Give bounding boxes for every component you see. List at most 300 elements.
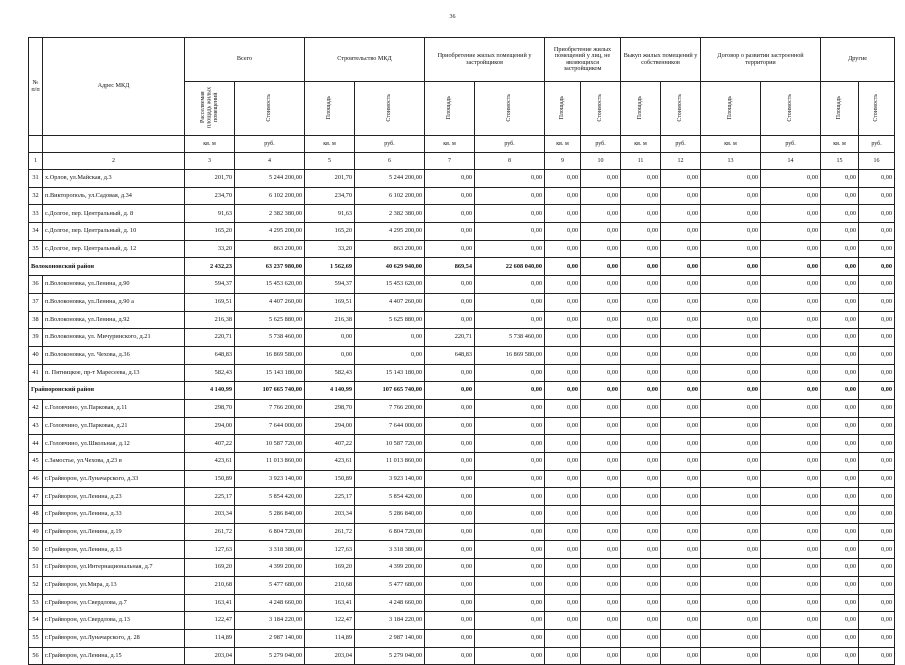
cost-cell: 0,00 bbox=[661, 453, 701, 471]
table-row bbox=[29, 559, 895, 577]
area-cell: 33,20 bbox=[305, 240, 355, 258]
area-cell: 0,00 bbox=[305, 346, 355, 364]
cost-cell: 0,00 bbox=[661, 364, 701, 382]
area-cell: 0,00 bbox=[701, 559, 761, 577]
area-cell: 0,00 bbox=[545, 382, 581, 400]
area-cell: 0,00 bbox=[425, 311, 475, 329]
area-cell: 0,00 bbox=[425, 629, 475, 647]
table-row bbox=[29, 629, 895, 647]
cost-cell: 5 477 680,00 bbox=[355, 576, 425, 594]
cost-cell: 0,00 bbox=[859, 258, 895, 276]
area-cell: 220,71 bbox=[185, 329, 235, 347]
area-cell: 0,00 bbox=[545, 187, 581, 205]
area-cell: 0,00 bbox=[701, 205, 761, 223]
cost-cell: 3 184 220,00 bbox=[355, 612, 425, 630]
area-cell: 0,00 bbox=[545, 594, 581, 612]
cost-cell: 0,00 bbox=[761, 594, 821, 612]
cost-cell: 0,00 bbox=[661, 417, 701, 435]
cost-cell: 5 286 840,00 bbox=[355, 506, 425, 524]
cost-cell: 63 237 980,00 bbox=[235, 258, 305, 276]
row-number: 51 bbox=[29, 559, 43, 577]
area-cell: 582,43 bbox=[305, 364, 355, 382]
address-cell: г.Грайворон, ул.Луначарского, д.33 bbox=[43, 470, 185, 488]
area-cell: 220,71 bbox=[425, 329, 475, 347]
cost-cell: 0,00 bbox=[761, 629, 821, 647]
address-cell: г.Грайворон, ул.Ленина, д.13 bbox=[43, 541, 185, 559]
cost-cell: 5 738 460,00 bbox=[475, 329, 545, 347]
unit-area: кв. м bbox=[701, 136, 761, 153]
area-cell: 0,00 bbox=[621, 399, 661, 417]
area-cell: 0,00 bbox=[621, 453, 661, 471]
area-cell: 0,00 bbox=[701, 647, 761, 665]
row-number: 39 bbox=[29, 329, 43, 347]
area-cell: 0,00 bbox=[821, 523, 859, 541]
table-row bbox=[29, 240, 895, 258]
row-number: 56 bbox=[29, 647, 43, 665]
area-cell: 0,00 bbox=[545, 364, 581, 382]
cost-cell: 0,00 bbox=[859, 311, 895, 329]
header-sub-area: Площадь bbox=[621, 82, 661, 136]
row-number: 32 bbox=[29, 187, 43, 205]
area-cell: 0,00 bbox=[621, 364, 661, 382]
cost-cell: 0,00 bbox=[761, 435, 821, 453]
area-cell: 0,00 bbox=[425, 612, 475, 630]
cost-cell: 0,00 bbox=[475, 612, 545, 630]
area-cell: 210,68 bbox=[305, 576, 355, 594]
area-cell: 869,54 bbox=[425, 258, 475, 276]
area-cell: 0,00 bbox=[821, 612, 859, 630]
cost-cell: 0,00 bbox=[475, 382, 545, 400]
area-cell: 0,00 bbox=[305, 329, 355, 347]
table-row bbox=[29, 276, 895, 294]
area-cell: 0,00 bbox=[821, 346, 859, 364]
area-cell: 0,00 bbox=[545, 523, 581, 541]
area-cell: 0,00 bbox=[701, 612, 761, 630]
area-cell: 0,00 bbox=[701, 435, 761, 453]
area-cell: 0,00 bbox=[701, 523, 761, 541]
unit-cost: руб. bbox=[355, 136, 425, 153]
area-cell: 0,00 bbox=[701, 488, 761, 506]
header-group-total: Всего bbox=[185, 38, 305, 82]
area-cell: 0,00 bbox=[821, 541, 859, 559]
address-cell: п.Волоконовка, ул.Ленина, д.90 bbox=[43, 276, 185, 294]
area-cell: 201,70 bbox=[305, 170, 355, 188]
area-cell: 294,00 bbox=[305, 417, 355, 435]
row-number: 54 bbox=[29, 612, 43, 630]
area-cell: 203,34 bbox=[305, 506, 355, 524]
table-row bbox=[29, 311, 895, 329]
cost-cell: 3 923 140,00 bbox=[355, 470, 425, 488]
unit-area: кв. м bbox=[185, 136, 235, 153]
area-cell: 0,00 bbox=[821, 399, 859, 417]
cost-cell: 0,00 bbox=[581, 506, 621, 524]
cost-cell: 0,00 bbox=[761, 240, 821, 258]
area-cell: 0,00 bbox=[701, 470, 761, 488]
area-cell: 2 432,23 bbox=[185, 258, 235, 276]
area-cell: 0,00 bbox=[425, 293, 475, 311]
area-cell: 0,00 bbox=[621, 559, 661, 577]
cost-cell: 0,00 bbox=[761, 541, 821, 559]
area-cell: 0,00 bbox=[621, 240, 661, 258]
cost-cell: 0,00 bbox=[581, 470, 621, 488]
area-cell: 0,00 bbox=[545, 223, 581, 241]
area-cell: 0,00 bbox=[425, 435, 475, 453]
cost-cell: 15 143 180,00 bbox=[355, 364, 425, 382]
cost-cell: 10 587 720,00 bbox=[235, 435, 305, 453]
cost-cell: 0,00 bbox=[661, 187, 701, 205]
table-row bbox=[29, 364, 895, 382]
area-cell: 0,00 bbox=[621, 629, 661, 647]
address-cell: г.Грайворон, ул.Ленина, д.15 bbox=[43, 647, 185, 665]
header-sub-area: Площадь bbox=[545, 82, 581, 136]
area-cell: 0,00 bbox=[621, 417, 661, 435]
area-cell: 216,38 bbox=[305, 311, 355, 329]
cost-cell: 0,00 bbox=[475, 311, 545, 329]
area-cell: 0,00 bbox=[425, 417, 475, 435]
cost-cell: 0,00 bbox=[661, 594, 701, 612]
row-number: 31 bbox=[29, 170, 43, 188]
cost-cell: 0,00 bbox=[475, 223, 545, 241]
area-cell: 0,00 bbox=[701, 276, 761, 294]
address-cell: п.Волоконовка, ул.Ленина, д.90 а bbox=[43, 293, 185, 311]
column-number: 5 bbox=[305, 153, 355, 170]
area-cell: 225,17 bbox=[185, 488, 235, 506]
cost-cell: 0,00 bbox=[761, 576, 821, 594]
cost-cell: 40 629 940,00 bbox=[355, 258, 425, 276]
area-cell: 0,00 bbox=[701, 293, 761, 311]
address-cell: г.Грайворон, ул.Ленина, д.19 bbox=[43, 523, 185, 541]
area-cell: 0,00 bbox=[425, 382, 475, 400]
area-cell: 0,00 bbox=[621, 329, 661, 347]
area-cell: 0,00 bbox=[545, 258, 581, 276]
cost-cell: 0,00 bbox=[581, 382, 621, 400]
area-cell: 0,00 bbox=[545, 435, 581, 453]
area-cell: 0,00 bbox=[701, 399, 761, 417]
cost-cell: 0,00 bbox=[761, 276, 821, 294]
area-cell: 0,00 bbox=[621, 187, 661, 205]
cost-cell: 0,00 bbox=[581, 170, 621, 188]
row-number: 36 bbox=[29, 276, 43, 294]
address-cell: г.Грайворон, ул.Ленина, д.23 bbox=[43, 488, 185, 506]
area-cell: 0,00 bbox=[425, 594, 475, 612]
area-cell: 0,00 bbox=[545, 488, 581, 506]
area-cell: 0,00 bbox=[701, 170, 761, 188]
district-subtotal-row bbox=[29, 382, 895, 400]
cost-cell: 0,00 bbox=[859, 541, 895, 559]
table-row bbox=[29, 647, 895, 665]
cost-cell: 0,00 bbox=[475, 470, 545, 488]
district-subtotal-row bbox=[29, 258, 895, 276]
area-cell: 0,00 bbox=[425, 240, 475, 258]
area-cell: 163,41 bbox=[305, 594, 355, 612]
area-cell: 0,00 bbox=[545, 170, 581, 188]
unit-area: кв. м bbox=[821, 136, 859, 153]
cost-cell: 10 587 720,00 bbox=[355, 435, 425, 453]
cost-cell: 107 665 740,00 bbox=[355, 382, 425, 400]
header-sub-cost: Стоимость bbox=[475, 82, 545, 136]
area-cell: 203,04 bbox=[185, 647, 235, 665]
cost-cell: 0,00 bbox=[859, 488, 895, 506]
area-cell: 0,00 bbox=[701, 629, 761, 647]
area-cell: 150,89 bbox=[305, 470, 355, 488]
cost-cell: 0,00 bbox=[475, 435, 545, 453]
area-cell: 423,61 bbox=[185, 453, 235, 471]
column-number: 16 bbox=[859, 153, 895, 170]
area-cell: 114,89 bbox=[305, 629, 355, 647]
unit-area: кв. м bbox=[425, 136, 475, 153]
cost-cell: 0,00 bbox=[581, 311, 621, 329]
area-cell: 225,17 bbox=[305, 488, 355, 506]
area-cell: 0,00 bbox=[821, 435, 859, 453]
cost-cell: 4 407 260,00 bbox=[235, 293, 305, 311]
area-cell: 594,37 bbox=[185, 276, 235, 294]
area-cell: 165,20 bbox=[185, 223, 235, 241]
area-cell: 0,00 bbox=[701, 594, 761, 612]
cost-cell: 0,00 bbox=[581, 276, 621, 294]
area-cell: 0,00 bbox=[425, 559, 475, 577]
unit-area: кв. м bbox=[545, 136, 581, 153]
header-sub-area: Площадь bbox=[305, 82, 355, 136]
area-cell: 0,00 bbox=[545, 470, 581, 488]
page-number: 36 bbox=[449, 14, 456, 20]
cost-cell: 7 644 000,00 bbox=[355, 417, 425, 435]
area-cell: 0,00 bbox=[425, 541, 475, 559]
cost-cell: 0,00 bbox=[761, 364, 821, 382]
district-name: Волоконовский район bbox=[29, 258, 185, 276]
area-cell: 0,00 bbox=[545, 205, 581, 223]
area-cell: 0,00 bbox=[821, 223, 859, 241]
area-cell: 216,38 bbox=[185, 311, 235, 329]
cost-cell: 0,00 bbox=[661, 576, 701, 594]
area-cell: 0,00 bbox=[425, 170, 475, 188]
area-cell: 165,20 bbox=[305, 223, 355, 241]
cost-cell: 0,00 bbox=[475, 559, 545, 577]
cost-cell: 0,00 bbox=[859, 170, 895, 188]
area-cell: 0,00 bbox=[821, 364, 859, 382]
row-number: 35 bbox=[29, 240, 43, 258]
cost-cell: 0,00 bbox=[761, 470, 821, 488]
unit-cost: руб. bbox=[661, 136, 701, 153]
cost-cell: 0,00 bbox=[475, 417, 545, 435]
cost-cell: 5 625 880,00 bbox=[355, 311, 425, 329]
cost-cell: 15 143 180,00 bbox=[235, 364, 305, 382]
cost-cell: 6 804 720,00 bbox=[235, 523, 305, 541]
area-cell: 0,00 bbox=[425, 276, 475, 294]
area-cell: 0,00 bbox=[545, 647, 581, 665]
area-cell: 0,00 bbox=[545, 293, 581, 311]
area-cell: 294,00 bbox=[185, 417, 235, 435]
header-sub-cost: Стоимость bbox=[661, 82, 701, 136]
cost-cell: 0,00 bbox=[761, 488, 821, 506]
cost-cell: 0,00 bbox=[859, 576, 895, 594]
cost-cell: 863 200,00 bbox=[355, 240, 425, 258]
column-number: 15 bbox=[821, 153, 859, 170]
address-cell: с.Долгое, пер. Центральный, д. 8 bbox=[43, 205, 185, 223]
area-cell: 0,00 bbox=[621, 612, 661, 630]
header-group-purchase-developers: Приобретение жилых помещений у застройщиков bbox=[425, 38, 545, 82]
area-cell: 0,00 bbox=[545, 612, 581, 630]
area-cell: 234,70 bbox=[185, 187, 235, 205]
unit-cost: руб. bbox=[761, 136, 821, 153]
area-cell: 0,00 bbox=[545, 576, 581, 594]
area-cell: 0,00 bbox=[821, 329, 859, 347]
cost-cell: 0,00 bbox=[581, 488, 621, 506]
cost-cell: 0,00 bbox=[761, 382, 821, 400]
area-cell: 0,00 bbox=[821, 470, 859, 488]
area-cell: 0,00 bbox=[621, 647, 661, 665]
area-cell: 0,00 bbox=[701, 453, 761, 471]
table-row bbox=[29, 399, 895, 417]
cost-cell: 0,00 bbox=[475, 187, 545, 205]
area-cell: 0,00 bbox=[821, 187, 859, 205]
cost-cell: 2 382 380,00 bbox=[235, 205, 305, 223]
cost-cell: 0,00 bbox=[581, 612, 621, 630]
area-cell: 0,00 bbox=[701, 364, 761, 382]
address-cell: х.Орлов, ул.Майская, д.3 bbox=[43, 170, 185, 188]
header-sub-cost: Стоимость bbox=[355, 82, 425, 136]
area-cell: 169,51 bbox=[305, 293, 355, 311]
column-number: 1 bbox=[29, 153, 43, 170]
header-sub-resettled-area: Расселяемая площадь жилых помещений bbox=[185, 82, 235, 136]
cost-cell: 11 013 860,00 bbox=[235, 453, 305, 471]
table-row bbox=[29, 435, 895, 453]
area-cell: 0,00 bbox=[701, 506, 761, 524]
area-cell: 0,00 bbox=[701, 258, 761, 276]
cost-cell: 0,00 bbox=[581, 453, 621, 471]
area-cell: 0,00 bbox=[821, 382, 859, 400]
address-cell: с.Головчино, ул.Парковая, д.21 bbox=[43, 417, 185, 435]
cost-cell: 0,00 bbox=[661, 612, 701, 630]
address-cell: г.Грайворон, ул.Свердлова, д.7 bbox=[43, 594, 185, 612]
area-cell: 0,00 bbox=[425, 205, 475, 223]
cost-cell: 16 869 580,00 bbox=[475, 346, 545, 364]
area-cell: 0,00 bbox=[545, 629, 581, 647]
area-cell: 0,00 bbox=[545, 541, 581, 559]
table-row bbox=[29, 170, 895, 188]
area-cell: 203,04 bbox=[305, 647, 355, 665]
cost-cell: 0,00 bbox=[661, 293, 701, 311]
row-number: 43 bbox=[29, 417, 43, 435]
cost-cell: 0,00 bbox=[859, 346, 895, 364]
cost-cell: 4 248 660,00 bbox=[235, 594, 305, 612]
area-cell: 0,00 bbox=[621, 594, 661, 612]
row-number: 52 bbox=[29, 576, 43, 594]
area-cell: 91,63 bbox=[305, 205, 355, 223]
cost-cell: 2 987 140,00 bbox=[235, 629, 305, 647]
cost-cell: 0,00 bbox=[475, 293, 545, 311]
column-number: 10 bbox=[581, 153, 621, 170]
area-cell: 0,00 bbox=[425, 470, 475, 488]
cost-cell: 0,00 bbox=[761, 417, 821, 435]
cost-cell: 0,00 bbox=[859, 293, 895, 311]
area-cell: 648,83 bbox=[185, 346, 235, 364]
area-cell: 1 562,69 bbox=[305, 258, 355, 276]
cost-cell: 0,00 bbox=[859, 523, 895, 541]
column-number: 6 bbox=[355, 153, 425, 170]
cost-cell: 0,00 bbox=[859, 205, 895, 223]
area-cell: 0,00 bbox=[821, 205, 859, 223]
cost-cell: 0,00 bbox=[859, 364, 895, 382]
cost-cell: 0,00 bbox=[581, 187, 621, 205]
area-cell: 210,68 bbox=[185, 576, 235, 594]
cost-cell: 5 279 040,00 bbox=[235, 647, 305, 665]
area-cell: 122,47 bbox=[185, 612, 235, 630]
cost-cell: 0,00 bbox=[581, 417, 621, 435]
cost-cell: 6 102 200,00 bbox=[235, 187, 305, 205]
cost-cell: 0,00 bbox=[661, 205, 701, 223]
row-number: 40 bbox=[29, 346, 43, 364]
header-address: Адрес МКД bbox=[43, 38, 185, 136]
header-group-construction: Строительство МКД bbox=[305, 38, 425, 82]
area-cell: 0,00 bbox=[701, 240, 761, 258]
unit-area: кв. м bbox=[621, 136, 661, 153]
cost-cell: 5 625 880,00 bbox=[235, 311, 305, 329]
cost-cell: 0,00 bbox=[475, 506, 545, 524]
table-row bbox=[29, 346, 895, 364]
cost-cell: 0,00 bbox=[859, 470, 895, 488]
area-cell: 298,70 bbox=[185, 399, 235, 417]
column-number: 3 bbox=[185, 153, 235, 170]
cost-cell: 0,00 bbox=[859, 417, 895, 435]
cost-cell: 0,00 bbox=[859, 647, 895, 665]
area-cell: 0,00 bbox=[621, 223, 661, 241]
table-row bbox=[29, 453, 895, 471]
cost-cell: 0,00 bbox=[761, 523, 821, 541]
row-number: 42 bbox=[29, 399, 43, 417]
row-number: 44 bbox=[29, 435, 43, 453]
cost-cell: 0,00 bbox=[581, 364, 621, 382]
header-sub-area: Площадь bbox=[821, 82, 859, 136]
table-row bbox=[29, 488, 895, 506]
cost-cell: 0,00 bbox=[355, 346, 425, 364]
table-row bbox=[29, 223, 895, 241]
cost-cell: 0,00 bbox=[661, 170, 701, 188]
cost-cell: 0,00 bbox=[581, 541, 621, 559]
area-cell: 163,41 bbox=[185, 594, 235, 612]
row-number: 55 bbox=[29, 629, 43, 647]
area-cell: 0,00 bbox=[701, 223, 761, 241]
area-cell: 0,00 bbox=[621, 293, 661, 311]
cost-cell: 0,00 bbox=[661, 346, 701, 364]
header-row-units bbox=[29, 136, 895, 153]
area-cell: 114,89 bbox=[185, 629, 235, 647]
area-cell: 0,00 bbox=[545, 311, 581, 329]
area-cell: 0,00 bbox=[425, 364, 475, 382]
district-name: Грайворонский район bbox=[29, 382, 185, 400]
area-cell: 169,51 bbox=[185, 293, 235, 311]
header-sub-cost: Стоимость bbox=[761, 82, 821, 136]
area-cell: 0,00 bbox=[821, 311, 859, 329]
housing-resettlement-table bbox=[28, 37, 895, 665]
address-cell: п.Волоконовка, ул. Мичуринского, д.21 bbox=[43, 329, 185, 347]
table-row bbox=[29, 470, 895, 488]
area-cell: 150,89 bbox=[185, 470, 235, 488]
area-cell: 169,20 bbox=[185, 559, 235, 577]
cost-cell: 0,00 bbox=[475, 453, 545, 471]
cost-cell: 0,00 bbox=[661, 276, 701, 294]
address-cell: п. Пятницкое, пр-т Маресеева, д.13 bbox=[43, 364, 185, 382]
unit-blank bbox=[29, 136, 43, 153]
area-cell: 594,37 bbox=[305, 276, 355, 294]
area-cell: 0,00 bbox=[821, 453, 859, 471]
area-cell: 0,00 bbox=[621, 276, 661, 294]
cost-cell: 0,00 bbox=[761, 647, 821, 665]
table-row bbox=[29, 293, 895, 311]
cost-cell: 0,00 bbox=[661, 258, 701, 276]
cost-cell: 0,00 bbox=[859, 435, 895, 453]
cost-cell: 4 295 200,00 bbox=[235, 223, 305, 241]
cost-cell: 0,00 bbox=[581, 399, 621, 417]
